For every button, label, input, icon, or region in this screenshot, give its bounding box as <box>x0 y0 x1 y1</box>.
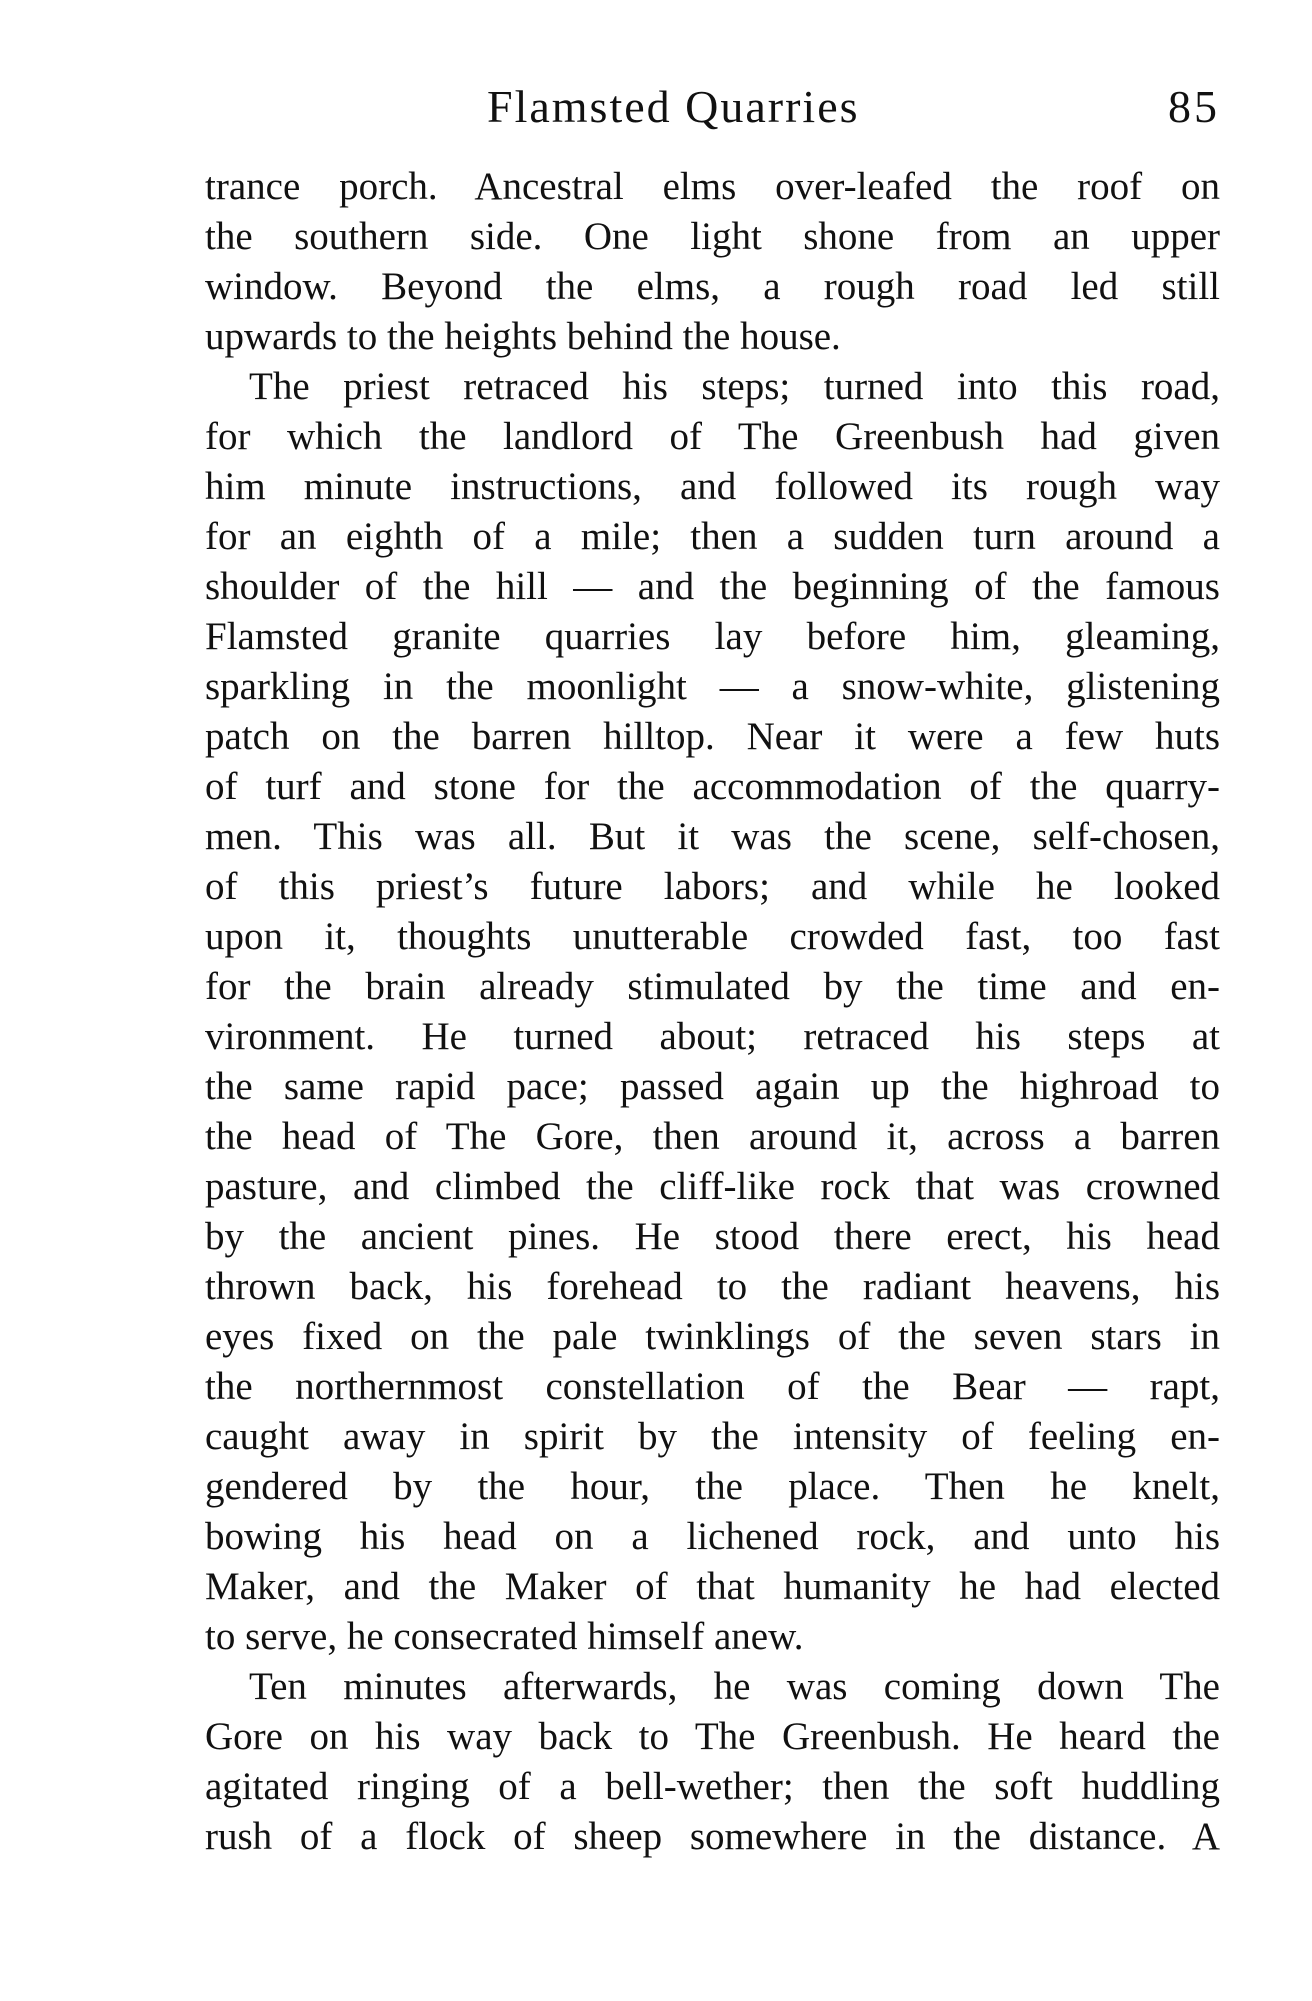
text-line: men. This was all. But it was the scene, self-chosen, <box>205 815 1220 858</box>
running-header <box>205 72 1220 142</box>
text-line: gendered by the hour, the place. Then he knelt, <box>205 1465 1220 1508</box>
text-line: for which the landlord of The Greenbush had given <box>205 415 1220 458</box>
text-line: shoulder of the hill — and the beginning of the famous <box>205 565 1220 608</box>
page-number: 85 <box>1168 81 1220 132</box>
text-line: agitated ringing of a bell-wether; then the soft huddling <box>205 1765 1220 1808</box>
text-line: Ten minutes afterwards, he was coming down The <box>249 1665 1220 1708</box>
paragraph <box>205 1662 1220 1862</box>
text-line: upwards to the heights behind the house. <box>205 315 841 358</box>
text-line: for an eighth of a mile; then a sudden turn around a <box>205 515 1220 558</box>
text-line: bowing his head on a lichened rock, and unto his <box>205 1515 1220 1558</box>
text-line: of this priest’s future labors; and while he looked <box>205 865 1220 908</box>
text-line: thrown back, his forehead to the radiant heavens, his <box>205 1265 1220 1308</box>
text-line: for the brain already stimulated by the time and en- <box>205 965 1220 1008</box>
text-line: The priest retraced his steps; turned into this road, <box>249 365 1220 408</box>
text-line: patch on the barren hilltop. Near it were a few huts <box>205 715 1220 758</box>
text-line: Maker, and the Maker of that humanity he had elected <box>205 1565 1220 1608</box>
text-line: the northernmost constellation of the Bear — rapt, <box>205 1365 1220 1408</box>
text-line: trance porch. Ancestral elms over-leafed the roof on <box>205 165 1220 208</box>
text-line: upon it, thoughts unutterable crowded fast, too fast <box>205 915 1220 958</box>
running-title: Flamsted Quarries <box>487 81 860 132</box>
text-line: of turf and stone for the accommodation of the quarry- <box>205 765 1220 808</box>
text-line: Gore on his way back to The Greenbush. He heard the <box>205 1715 1220 1758</box>
text-line: rush of a flock of sheep somewhere in the distance. A <box>205 1815 1220 1858</box>
text-line: the southern side. One light shone from an upper <box>205 215 1220 258</box>
paragraph <box>205 162 1220 362</box>
text-line: the head of The Gore, then around it, across a barren <box>205 1115 1220 1158</box>
text-line: by the ancient pines. He stood there erect, his head <box>205 1215 1220 1258</box>
text-line: vironment. He turned about; retraced his steps at <box>205 1015 1220 1058</box>
text-line: him minute instructions, and followed its rough way <box>205 465 1220 508</box>
text-line: pasture, and climbed the cliff-like rock that was crowned <box>205 1165 1220 1208</box>
paragraph <box>205 362 1220 1662</box>
text-line: Flamsted granite quarries lay before him, gleaming, <box>205 615 1220 658</box>
text-line: window. Beyond the elms, a rough road led still <box>205 265 1220 308</box>
text-line: the same rapid pace; passed again up the highroad to <box>205 1065 1220 1108</box>
text-line: caught away in spirit by the intensity of feeling en- <box>205 1415 1220 1458</box>
text-line: eyes fixed on the pale twinklings of the seven stars in <box>205 1315 1220 1358</box>
body-text <box>205 162 1220 1862</box>
text-line: to serve, he consecrated himself anew. <box>205 1615 804 1658</box>
text-line: sparkling in the moonlight — a snow-white, glistening <box>205 665 1220 708</box>
